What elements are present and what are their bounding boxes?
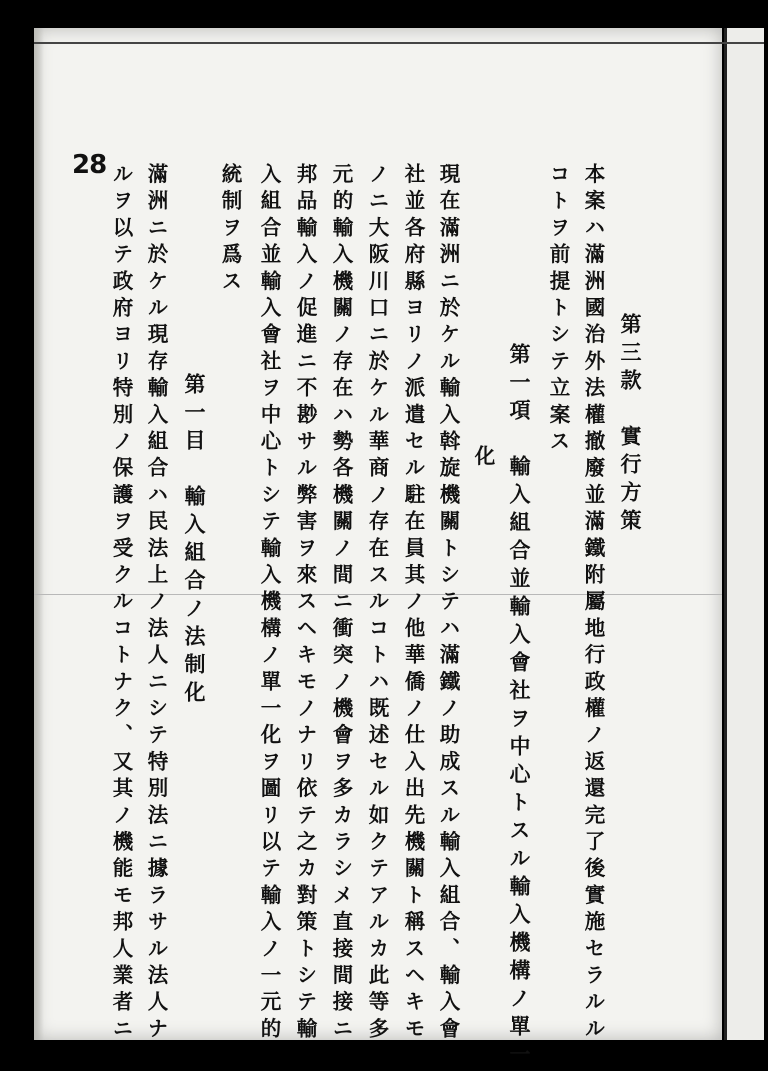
text-line-14: 滿洲ニ於ケル現存輸入組合ハ民法上ノ法人ニシテ特別法ニ據ラサル法人ナ — [144, 163, 168, 1045]
subsection-heading: 第一項 輸入組合並輸入會社ヲ中心トスル輸入機構ノ單一 — [507, 343, 532, 1071]
top-border-line — [34, 42, 764, 44]
text-line-8: ノニ大阪川口ニ於ケル華商ノ存在スルコトハ既述セル如クテアルカ此等多 — [365, 163, 389, 1045]
text-line-1: 本案ハ滿洲國治外法權撤廢並滿鐵附屬地行政權ノ返還完了後實施セラルル — [581, 163, 605, 1045]
item-heading: 第一目 輸入組合ノ法制化 — [182, 373, 207, 709]
text-line-10: 邦品輸入ノ促進ニ不尠サル弊害ヲ來スヘキモノナリ依テ之カ對策トシテ輸 — [293, 163, 317, 1045]
text-line-7: 社並各府縣ヨリノ派遣セル駐在員其ノ他華僑ノ仕入出先機關ト稱スヘキモ — [401, 163, 425, 1045]
text-line-12: 統制ヲ爲ス — [218, 163, 242, 297]
text-line-9: 元的輸入機關ノ存在ハ勢各機關ノ間ニ衝突ノ機會ヲ多カラシメ直接間接ニ — [329, 163, 353, 1045]
subsection-heading-continued: 化 — [471, 445, 495, 472]
text-line-11: 入組合並輸入會社ヲ中心トシテ輸入機構ノ單一化ヲ圖リ以テ輸入ノ一元的 — [257, 163, 281, 1045]
text-line-15: ルヲ以テ政府ヨリ特別ノ保護ヲ受クルコトナク、又其ノ機能モ邦人業者ニ — [109, 163, 133, 1045]
text-line-6: 現在滿洲ニ於ケル輸入斡旋機關トシテハ滿鐵ノ助成スル輸入組合、輸入會 — [436, 163, 460, 1045]
page-number: 28 — [72, 150, 107, 180]
adjacent-page-edge — [724, 28, 764, 1040]
section-heading: 第三款 實行方策 — [618, 313, 643, 537]
text-line-2: コトヲ前提トシテ立案ス — [546, 163, 570, 457]
